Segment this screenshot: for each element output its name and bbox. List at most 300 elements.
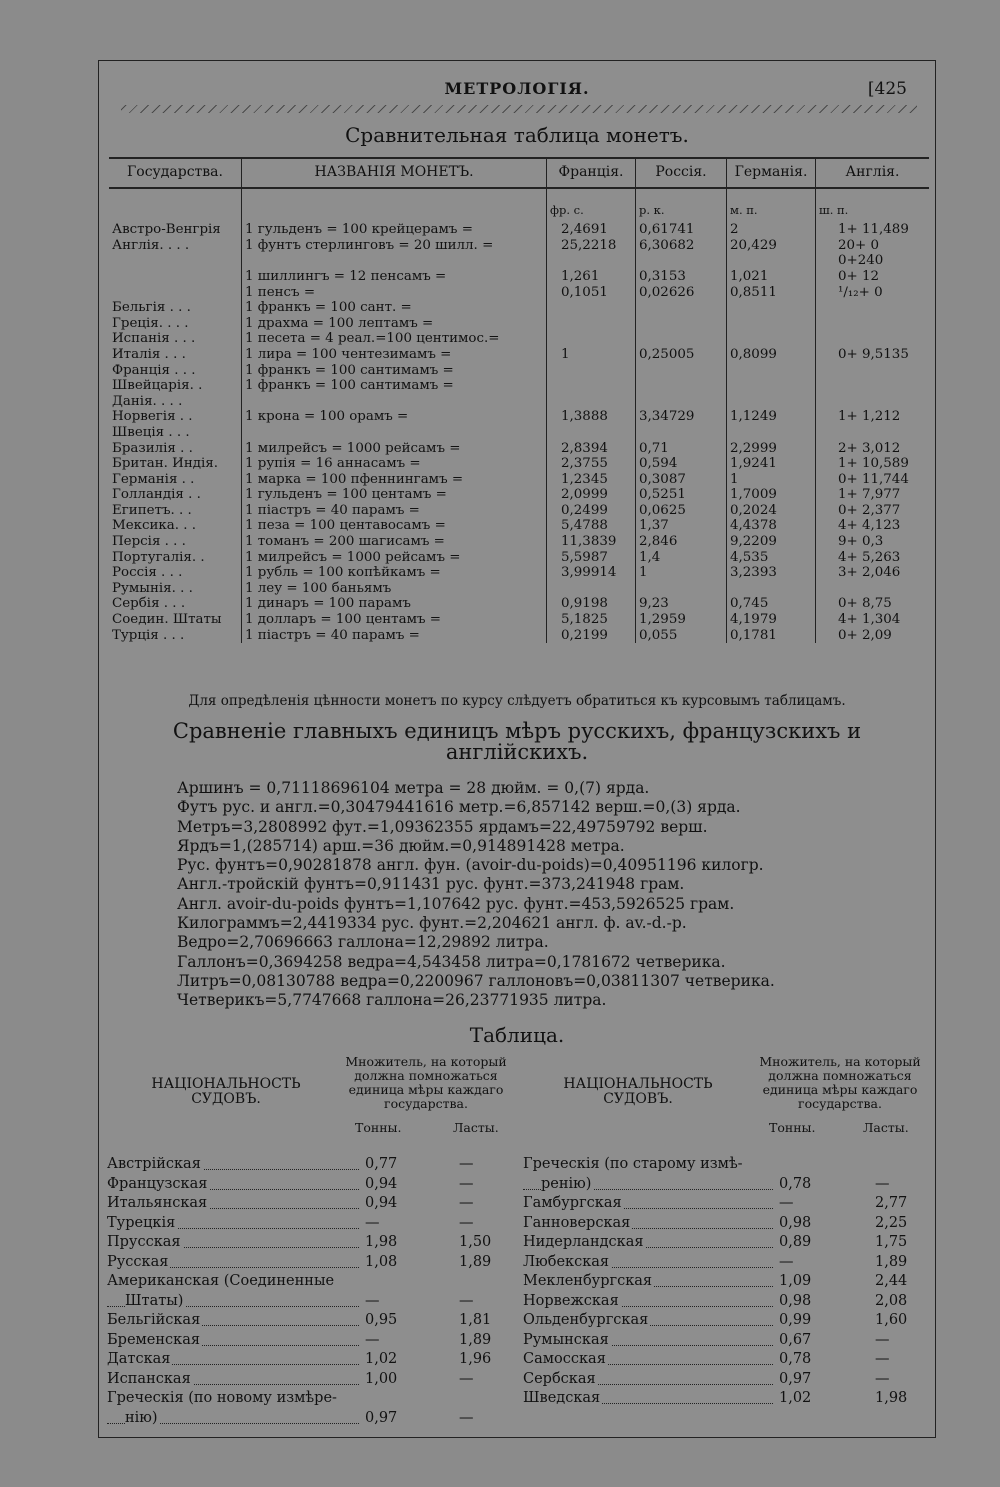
- col-header-russia: Россія.: [636, 158, 727, 188]
- ship-lasts: —: [459, 1292, 474, 1309]
- ship-nationality: Австрійская: [107, 1155, 203, 1175]
- cell-coin: 1 лира = 100 чентезимамъ =: [242, 347, 547, 363]
- ship-row: [523, 1370, 933, 1390]
- cell-russia: [636, 300, 727, 316]
- col-nationality-header: НАЦІОНАЛЬНОСТЬ СУДОВЪ.: [151, 1076, 301, 1107]
- cell-germany: [727, 316, 816, 332]
- cell-france: 5,4788: [547, 518, 636, 534]
- measures-equivalences: [177, 779, 775, 1011]
- equivalence-line: Литръ=0,08130788 ведра=0,2200967 галлоновъ=0,03811307 четверика.: [177, 971, 775, 990]
- cell-russia: [636, 331, 727, 347]
- coins-row: [109, 425, 929, 441]
- ship-nationality: Гамбургская: [523, 1194, 624, 1214]
- equivalence-line: Килограммъ=2,4419334 рус. фунт.=2,204621 англ. ф. av.-d.-p.: [177, 914, 687, 933]
- col-lasts-header-2: Ласты.: [863, 1120, 909, 1135]
- cell-england: 3+ 2,046: [816, 565, 930, 581]
- ship-nationality: Французская: [107, 1175, 209, 1195]
- ship-row: [523, 1253, 933, 1273]
- cell-germany: 2: [727, 222, 816, 238]
- cell-england: ¹/₁₂+ 0: [816, 285, 930, 301]
- ship-nationality: Прусская: [107, 1233, 183, 1253]
- cell-germany: [727, 394, 816, 410]
- cell-coin: 1 динаръ = 100 парамъ: [242, 596, 547, 612]
- coins-row: [109, 378, 929, 394]
- ship-row: [523, 1155, 933, 1175]
- cell-state: Россія . . .: [112, 565, 183, 581]
- measures-title: [99, 721, 935, 763]
- ship-nationality: Американская (Соединенные: [107, 1273, 335, 1289]
- cell-state: Голландія . .: [112, 487, 201, 503]
- ship-lasts: 2,08: [875, 1292, 908, 1309]
- cell-germany: [727, 425, 816, 441]
- cell-coin: 1 пенсъ =: [242, 285, 547, 301]
- ship-nationality: Ганноверская: [523, 1214, 632, 1234]
- cell-germany: [727, 253, 816, 269]
- cell-coin: 1 леу = 100 баньямъ: [242, 581, 547, 597]
- cell-coin: 1 рубль = 100 копѣйкамъ =: [242, 565, 547, 581]
- ship-tons: —: [365, 1214, 380, 1231]
- equivalence-line: Рус. фунтъ=0,90281878 англ. фун. (avoir-du-poids)=0,40951196 килогр.: [177, 856, 764, 875]
- cell-france: 0,2199: [547, 628, 636, 644]
- cell-england: [816, 363, 930, 379]
- ship-lasts: 1,75: [875, 1234, 908, 1250]
- cell-germany: 4,535: [727, 550, 816, 566]
- cell-france: [547, 581, 636, 597]
- ship-nationality: Бельгійская: [107, 1311, 202, 1331]
- cell-russia: 1: [636, 565, 727, 581]
- cell-france: 2,4691: [547, 222, 636, 238]
- ship-row: [107, 1292, 507, 1312]
- cell-germany: 4,1979: [727, 612, 816, 628]
- coins-row: [109, 596, 929, 612]
- ship-lasts: —: [459, 1175, 474, 1192]
- ship-nationality: Сербская: [523, 1370, 598, 1390]
- coins-row: [109, 253, 929, 269]
- cell-russia: [636, 378, 727, 394]
- cell-state: Румынія. . .: [112, 580, 193, 596]
- cell-russia: 0,594: [636, 456, 727, 472]
- ship-tons: 0,89: [779, 1234, 812, 1250]
- cell-germany: 0,1781: [727, 628, 816, 644]
- cell-germany: 0,2024: [727, 503, 816, 519]
- col-tons-header: Тонны.: [355, 1120, 402, 1135]
- cell-france: 1,2345: [547, 472, 636, 488]
- coins-row: [109, 347, 929, 363]
- cell-france: 1,261: [547, 269, 636, 285]
- cell-france: 11,3839: [547, 534, 636, 550]
- cell-russia: 1,37: [636, 518, 727, 534]
- cell-state: Турція . . .: [112, 627, 185, 643]
- cell-state: Швейцарія. .: [112, 378, 203, 394]
- ship-row: [107, 1311, 507, 1331]
- coins-row: [109, 285, 929, 301]
- ship-tons: 0,78: [779, 1351, 812, 1367]
- equivalence-line: Футъ рус. и англ.=0,30479441616 метр.=6,857142 верш.=0,(3) ярда.: [177, 798, 741, 817]
- cell-coin: 1 франкъ = 100 сантимамъ =: [242, 378, 547, 394]
- cell-coin: 1 піастръ = 40 парамъ =: [242, 503, 547, 519]
- cell-state: Бразилія . .: [112, 440, 193, 456]
- ship-nationality: Румынская: [523, 1331, 611, 1351]
- ship-lasts: 1,96: [459, 1351, 492, 1367]
- ship-nationality: Штаты): [125, 1292, 185, 1312]
- ship-nationality: Русская: [107, 1253, 170, 1273]
- ship-row: [107, 1409, 507, 1429]
- ship-nationality: Мекленбургская: [523, 1272, 654, 1292]
- coins-row: [109, 565, 929, 581]
- ship-nationality: Самосская: [523, 1350, 608, 1370]
- cell-coin: 1 марка = 100 пфеннингамъ =: [242, 472, 547, 488]
- cell-germany: 1,9241: [727, 456, 816, 472]
- ship-row: [523, 1272, 933, 1292]
- cell-state: Мексика. . .: [112, 518, 197, 534]
- ship-row: [523, 1389, 933, 1409]
- ship-row: [107, 1253, 507, 1273]
- cell-france: 1,3888: [547, 409, 636, 425]
- coins-row: [109, 503, 929, 519]
- ship-row: [107, 1214, 507, 1234]
- ship-row: [107, 1331, 507, 1351]
- ship-nationality: Любекская: [523, 1253, 611, 1273]
- cell-coin: 1 фунтъ стерлинговъ = 20 шилл. =: [242, 238, 547, 254]
- cell-coin: 1 франкъ = 100 сант. =: [242, 300, 547, 316]
- cell-france: 0,2499: [547, 503, 636, 519]
- ship-tons: 1,08: [365, 1253, 398, 1270]
- cell-state: Британ. Индія.: [112, 456, 219, 472]
- ship-lasts: —: [459, 1195, 474, 1211]
- cell-coin: 1 шиллингъ = 12 пенсамъ =: [242, 269, 547, 285]
- cell-england: 4+ 1,304: [816, 612, 930, 628]
- ship-nationality: Норвежская: [523, 1292, 621, 1312]
- ship-row: [523, 1292, 933, 1312]
- cell-germany: 1,1249: [727, 409, 816, 425]
- ship-lasts: —: [459, 1409, 474, 1426]
- cell-coin: 1 милрейсъ = 1000 рейсамъ =: [242, 550, 547, 566]
- cell-russia: [636, 316, 727, 332]
- ship-lasts: —: [875, 1351, 890, 1367]
- cell-germany: [727, 378, 816, 394]
- col-tons-header-2: Тонны.: [769, 1120, 816, 1135]
- cell-coin: 1 франкъ = 100 сантимамъ =: [242, 363, 547, 379]
- cell-state: Италія . . .: [112, 346, 186, 362]
- ship-row: [107, 1370, 507, 1390]
- cell-germany: 0,8099: [727, 347, 816, 363]
- running-header: [99, 79, 935, 101]
- cell-england: 0+ 2,377: [816, 503, 930, 519]
- ship-row: [107, 1272, 507, 1292]
- cell-coin: 1 милрейсъ = 1000 рейсамъ =: [242, 441, 547, 457]
- equivalence-line: Галлонъ=0,3694258 ведра=4,543458 литра=0,1781672 четверика.: [177, 952, 726, 971]
- ship-lasts: 1,81: [459, 1312, 492, 1328]
- cell-france: 5,5987: [547, 550, 636, 566]
- unit-england: ш. п.: [816, 188, 930, 223]
- cell-france: [547, 363, 636, 379]
- coins-row: [109, 628, 929, 644]
- cell-germany: 3,2393: [727, 565, 816, 581]
- ship-lasts: 2,25: [875, 1214, 908, 1231]
- cell-state: Норвегія . .: [112, 409, 193, 425]
- ship-tons: 0,97: [365, 1409, 398, 1426]
- cell-state: Греція. . . .: [112, 315, 189, 331]
- cell-state: Англія. . . .: [112, 237, 190, 253]
- cell-coin: 1 піастръ = 40 парамъ =: [242, 628, 547, 644]
- cell-state: Португалія. .: [112, 549, 205, 565]
- cell-england: 0+ 12: [816, 269, 930, 285]
- col-multiplier-header: Множитель, на который должна помножаться единица мѣры каждаго государства.: [345, 1054, 507, 1111]
- cell-state: Соедин. Штаты: [112, 612, 222, 628]
- col-header-germany: Германія.: [727, 158, 816, 188]
- cell-russia: 0,25005: [636, 347, 727, 363]
- ship-tons: 0,99: [779, 1312, 812, 1328]
- measures-title-line1: Сравненіе главныхъ единицъ мѣръ русскихъ, французскихъ и: [172, 719, 862, 743]
- cell-coin: 1 гульденъ = 100 центамъ =: [242, 487, 547, 503]
- units-row: [109, 188, 929, 223]
- ship-lasts: —: [459, 1214, 474, 1231]
- ship-tons: 1,02: [779, 1390, 812, 1406]
- coins-row: [109, 581, 929, 597]
- ship-lasts: —: [875, 1331, 890, 1348]
- col-header-france: Франція.: [547, 158, 636, 188]
- cell-france: 1: [547, 347, 636, 363]
- cell-england: [816, 378, 930, 394]
- ship-row: [523, 1214, 933, 1234]
- cell-coin: 1 гульденъ = 100 крейцерамъ =: [242, 222, 547, 238]
- ship-nationality: Ольденбургская: [523, 1311, 650, 1331]
- cell-germany: [727, 581, 816, 597]
- equivalence-line: Англ. avoir-du-poids фунтъ=1,107642 рус. фунт.=453,5926525 грам.: [177, 894, 735, 913]
- cell-germany: 9,2209: [727, 534, 816, 550]
- col-lasts-header: Ласты.: [453, 1120, 499, 1135]
- ship-lasts: 1,98: [875, 1390, 908, 1406]
- coins-row: [109, 409, 929, 425]
- cell-coin: [242, 425, 547, 441]
- cell-germany: 2,2999: [727, 441, 816, 457]
- cell-england: 1+ 7,977: [816, 487, 930, 503]
- cell-france: 5,1825: [547, 612, 636, 628]
- cell-germany: 0,745: [727, 596, 816, 612]
- ship-nationality: Испанская: [107, 1370, 193, 1390]
- coins-row: [109, 300, 929, 316]
- ship-lasts: 1,60: [875, 1312, 908, 1328]
- ship-nationality: Бременская: [107, 1331, 202, 1351]
- cell-russia: 0,0625: [636, 503, 727, 519]
- cell-state: [109, 253, 242, 269]
- cell-england: [816, 581, 930, 597]
- ship-nationality: ренію): [541, 1175, 593, 1195]
- cell-russia: [636, 581, 727, 597]
- ship-lasts: 1,89: [459, 1253, 492, 1270]
- coins-row: [109, 363, 929, 379]
- col-nationality-header-2: НАЦІОНАЛЬНОСТЬ СУДОВЪ.: [563, 1076, 713, 1107]
- measures-title-line2: англійскихъ.: [445, 740, 589, 764]
- cell-germany: 1,7009: [727, 487, 816, 503]
- cell-england: 4+ 4,123: [816, 518, 930, 534]
- cell-england: 1+ 10,589: [816, 456, 930, 472]
- cell-state: Германія . .: [112, 471, 195, 487]
- cell-state: Испанія . . .: [112, 331, 196, 347]
- ship-tons: 1,98: [365, 1234, 398, 1250]
- cell-england: [816, 316, 930, 332]
- ship-tons: —: [779, 1253, 794, 1270]
- cell-england: 4+ 5,263: [816, 550, 930, 566]
- ship-row: [107, 1233, 507, 1253]
- cell-england: 0+ 11,744: [816, 472, 930, 488]
- coins-note: Для опредѣленія цѣнности монетъ по курсу слѣдуетъ обратиться къ курсовымъ таблицамъ.: [188, 693, 846, 709]
- section-title: МЕТРОЛОГІЯ.: [444, 79, 590, 98]
- cell-state: Швеція . . .: [112, 424, 190, 440]
- ship-lasts: 2,44: [875, 1273, 908, 1289]
- ship-row: [107, 1389, 507, 1409]
- cell-germany: [727, 331, 816, 347]
- ship-tons: 1,09: [779, 1273, 812, 1289]
- ship-nationality: Итальянская: [107, 1194, 209, 1214]
- cell-england: [816, 331, 930, 347]
- ship-tons: 0,98: [779, 1214, 812, 1231]
- unit-france: фр. с.: [547, 188, 636, 223]
- ship-nationality: Шведская: [523, 1389, 602, 1409]
- ship-row: [107, 1350, 507, 1370]
- ship-row: [523, 1331, 933, 1351]
- cell-coin: 1 песета = 4 реал.=100 центимос.=: [242, 331, 547, 347]
- coins-row: [109, 534, 929, 550]
- coins-row: [109, 612, 929, 628]
- cell-england: 2+ 3,012: [816, 441, 930, 457]
- cell-coin: 1 драхма = 100 лептамъ =: [242, 316, 547, 332]
- cell-russia: 3,34729: [636, 409, 727, 425]
- cell-coin: [242, 253, 547, 269]
- cell-russia: [636, 363, 727, 379]
- ships-header-right: [523, 1055, 933, 1155]
- ship-row: [107, 1175, 507, 1195]
- cell-russia: 1,4: [636, 550, 727, 566]
- ship-tons: 0,67: [779, 1331, 812, 1348]
- ship-lasts: —: [875, 1175, 890, 1192]
- ship-lasts: 1,89: [459, 1331, 492, 1348]
- coins-row: [109, 472, 929, 488]
- ship-tons: 0,94: [365, 1175, 398, 1192]
- cell-germany: 1,021: [727, 269, 816, 285]
- cell-russia: 9,23: [636, 596, 727, 612]
- coins-table: [109, 157, 929, 643]
- ship-tons: 1,02: [365, 1351, 398, 1367]
- cell-england: [816, 425, 930, 441]
- cell-state: [109, 285, 242, 301]
- document-page: [98, 60, 936, 1438]
- cell-france: 3,99914: [547, 565, 636, 581]
- cell-coin: [242, 394, 547, 410]
- ship-nationality: Турецкія: [107, 1214, 177, 1234]
- cell-france: 2,0999: [547, 487, 636, 503]
- cell-state: Франція . . .: [112, 362, 196, 378]
- cell-russia: [636, 253, 727, 269]
- coins-row: [109, 316, 929, 332]
- cell-france: 0,9198: [547, 596, 636, 612]
- cell-state: Австро-Венгрія: [112, 222, 221, 238]
- col-header-state: Государства.: [109, 158, 242, 188]
- cell-germany: 20,429: [727, 238, 816, 254]
- cell-russia: 0,61741: [636, 222, 727, 238]
- cell-england: [816, 300, 930, 316]
- cell-coin: 1 крона = 100 орамъ =: [242, 409, 547, 425]
- cell-france: 2,8394: [547, 441, 636, 457]
- cell-france: [547, 394, 636, 410]
- ship-tons: —: [779, 1195, 794, 1211]
- decorative-rule: [121, 105, 917, 113]
- cell-russia: 2,846: [636, 534, 727, 550]
- coins-row: [109, 487, 929, 503]
- cell-russia: 0,02626: [636, 285, 727, 301]
- ship-tons: 0,95: [365, 1312, 398, 1328]
- cell-france: [547, 425, 636, 441]
- cell-coin: 1 рупія = 16 аннасамъ =: [242, 456, 547, 472]
- ship-tons: 0,78: [779, 1175, 812, 1192]
- ship-nationality: Нидерландская: [523, 1233, 646, 1253]
- coins-row: [109, 269, 929, 285]
- cell-russia: 0,71: [636, 441, 727, 457]
- ship-nationality: Греческія (по старому измѣ-: [523, 1156, 743, 1172]
- ship-nationality: Датская: [107, 1350, 172, 1370]
- cell-russia: 6,30682: [636, 238, 727, 254]
- cell-coin: 1 томанъ = 200 шагисамъ =: [242, 534, 547, 550]
- ship-tons: 0,94: [365, 1195, 398, 1211]
- equivalence-line: Англ.-тройскій фунтъ=0,911431 рус. фунт.=373,241948 грам.: [177, 875, 685, 894]
- ship-tons: 1,00: [365, 1370, 398, 1387]
- cell-germany: 0,8511: [727, 285, 816, 301]
- cell-germany: 1: [727, 472, 816, 488]
- cell-france: 2,3755: [547, 456, 636, 472]
- ship-lasts: —: [459, 1156, 474, 1172]
- cell-france: [547, 378, 636, 394]
- cell-state: Сербія . . .: [112, 596, 186, 612]
- ship-row: [523, 1194, 933, 1214]
- ships-header-left: [107, 1055, 507, 1155]
- cell-russia: [636, 425, 727, 441]
- ship-lasts: 2,77: [875, 1195, 908, 1211]
- cell-england: [816, 394, 930, 410]
- coins-row: [109, 394, 929, 410]
- cell-russia: 0,3087: [636, 472, 727, 488]
- ship-row: [523, 1175, 933, 1195]
- cell-england: 0+240: [816, 253, 930, 269]
- coins-row: [109, 518, 929, 534]
- cell-england: 0+ 2,09: [816, 628, 930, 644]
- ships-table-title: Таблица.: [469, 1023, 565, 1047]
- coins-row: [109, 441, 929, 457]
- cell-russia: [636, 394, 727, 410]
- ships-table-right: [523, 1055, 933, 1409]
- cell-england: 1+ 1,212: [816, 409, 930, 425]
- cell-russia: 1,2959: [636, 612, 727, 628]
- ship-row: [107, 1155, 507, 1175]
- unit-russia: р. к.: [636, 188, 727, 223]
- ship-tons: 0,97: [779, 1370, 812, 1387]
- cell-england: 20+ 0: [816, 238, 930, 254]
- ship-row: [523, 1350, 933, 1370]
- ship-lasts: 1,50: [459, 1234, 492, 1250]
- equivalence-line: Аршинъ = 0,71118696104 метра = 28 дюйм. = 0,(7) ярда.: [177, 779, 650, 797]
- equivalence-line: Ярдъ=1,(285714) арш.=36 дюйм.=0,914891428 метра.: [177, 836, 625, 855]
- cell-coin: 1 пеза = 100 центавосамъ =: [242, 518, 547, 534]
- cell-state: [109, 269, 242, 285]
- equivalence-line: Метръ=3,2808992 фут.=1,09362355 ярдамъ=22,49759792 верш.: [177, 817, 708, 836]
- cell-england: 1+ 11,489: [816, 222, 930, 238]
- ship-nationality: нію): [125, 1409, 160, 1429]
- coins-row: [109, 222, 929, 238]
- ship-row: [523, 1233, 933, 1253]
- cell-england: 9+ 0,3: [816, 534, 930, 550]
- cell-england: 0+ 9,5135: [816, 347, 930, 363]
- col-header-coin: НАЗВАНІЯ МОНЕТЪ.: [242, 158, 547, 188]
- cell-state: Бельгія . . .: [112, 300, 191, 316]
